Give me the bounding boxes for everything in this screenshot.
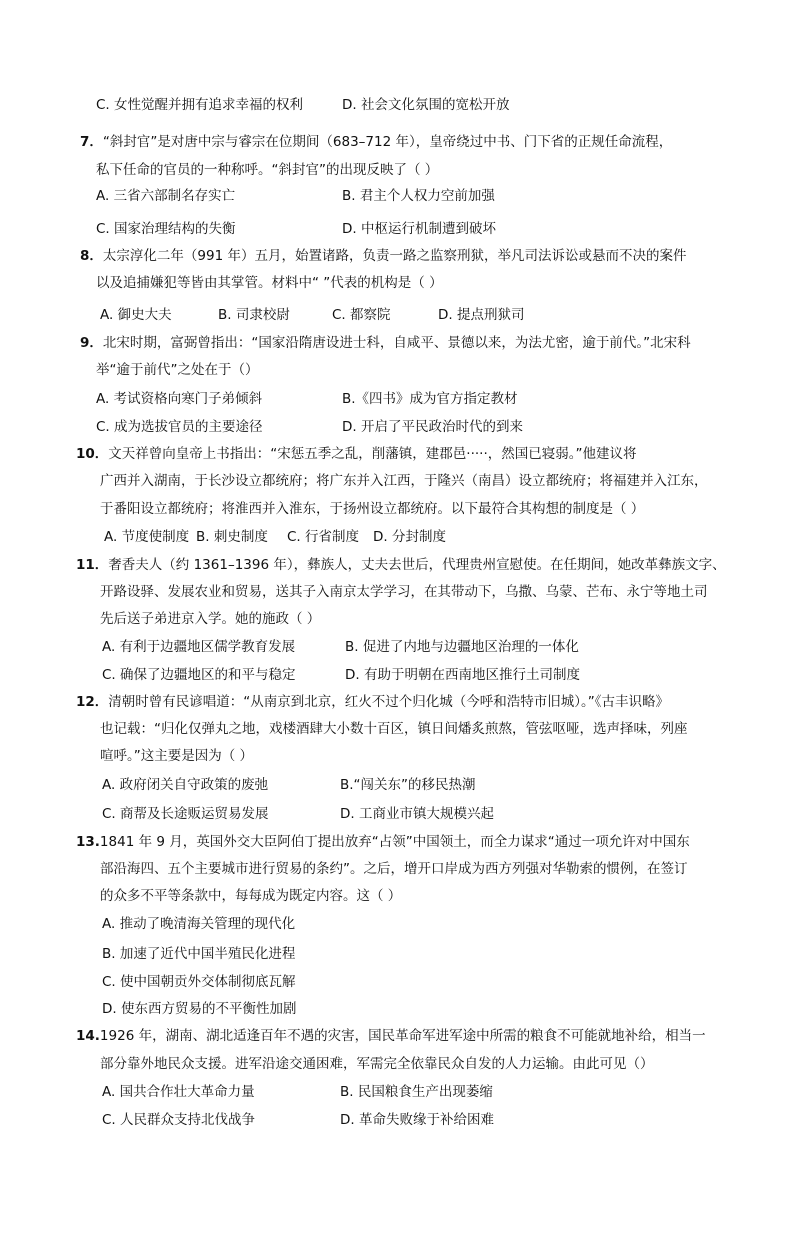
question-stem: 以及追捕嫌犯等皆由其掌管。材料中“ ”代表的机构是（ ） (96, 275, 443, 291)
option-b[interactable]: B. 君主个人权力空前加强 (342, 188, 495, 204)
option-a[interactable]: A. 三省六部制名存实亡 (96, 188, 236, 204)
option-d[interactable]: D. 提点刑狱司 (438, 307, 525, 323)
option-c[interactable]: C. 使中国朝贡外交体制彻底瓦解 (102, 974, 296, 990)
question-stem: 文天祥曾向皇帝上书指出：“宋惩五季之乱，削藩镇，建郡邑·····，然国已寝弱。”他建议将 (108, 446, 637, 462)
option-a[interactable]: A. 政府闭关自守政策的废弛 (102, 777, 269, 793)
option-b[interactable]: B.《四书》成为官方指定教材 (342, 391, 518, 407)
question-stem: 太宗淳化二年（991 年）五月，始置诸路，负责一路之监察刑狱，举凡司法诉讼或悬而不决的案件 (102, 248, 687, 264)
question-stem: 1926 年，湖南、湖北适逢百年不遇的灾害，国民革命军进军途中所需的粮食不可能就地补给，相当一 (99, 1028, 706, 1044)
question-stem: 部沿海四、五个主要城市进行贸易的条约”。之后，增开口岸成为西方列强对华勒索的惯例，在签订 (100, 861, 688, 877)
options-row (0, 220, 793, 238)
question-stem: 1841 年 9 月，英国外交大臣阿伯丁提出放弃“占领”中国领土，而全力谋求“通过一项允许对中国东 (99, 834, 690, 850)
question-number: 10． (76, 446, 109, 462)
options-row (0, 187, 793, 205)
option-c[interactable]: C. 确保了边疆地区的和平与稳定 (102, 667, 296, 683)
question-stem: 奢香夫人（约 1361–1396 年），彝族人，丈夫去世后，代理贵州宣慰使。在任期间，她改革彝族文字、 (108, 557, 726, 573)
option-c[interactable]: C. 商帮及长途贩运贸易发展 (102, 806, 269, 822)
options-row (0, 418, 793, 436)
option-d[interactable]: D. 中枢运行机制遭到破坏 (342, 221, 496, 237)
options-row (0, 1111, 793, 1129)
question-6-options (0, 96, 793, 114)
question-number: 9． (80, 335, 103, 351)
option-c[interactable]: C. 行省制度 (287, 529, 360, 545)
option-b[interactable]: B. 司隶校尉 (218, 307, 290, 323)
question-number: 14. (76, 1028, 100, 1044)
options-row (0, 666, 793, 684)
option-d[interactable]: D. 使东西方贸易的不平衡性加剧 (102, 1001, 297, 1017)
question-number: 7． (80, 134, 103, 150)
option-d[interactable]: D. 开启了平民政治时代的到来 (342, 419, 523, 435)
option-c[interactable]: C. 女性觉醒并拥有追求幸福的权利 (96, 97, 304, 113)
options-row (0, 805, 793, 823)
options-row (0, 776, 793, 794)
question-stem: 先后送子弟进京入学。她的施政（ ） (100, 611, 321, 627)
question-stem: “斜封官”是对唐中宗与睿宗在位期间（683–712 年），皇帝绕过中书、门下省的正规任命流程， (102, 134, 673, 150)
question-stem: 部分靠外地民众支援。进军沿途交通困难，军需完全依靠民众自发的人力运输。由此可见（） (100, 1056, 654, 1072)
option-d[interactable]: D. 革命失败缘于补给困难 (340, 1112, 494, 1128)
option-c[interactable]: C. 国家治理结构的失衡 (96, 221, 236, 237)
option-a[interactable]: A. 御史大夫 (100, 307, 172, 323)
option-a[interactable]: A. 节度使制度 (104, 529, 190, 545)
question-number: 11． (76, 557, 109, 573)
question-stem: 开路设驿、发展农业和贸易，送其子入南京太学学习，在其带动下，乌撒、乌蒙、芒布、永宁等地土司 (100, 584, 708, 600)
option-a[interactable]: A. 国共合作壮大革命力量 (102, 1084, 255, 1100)
option-d[interactable]: D. 工商业市镇大规模兴起 (340, 806, 494, 822)
question-number: 13. (76, 834, 100, 850)
option-a[interactable]: A. 有利于边疆地区儒学教育发展 (102, 639, 296, 655)
option-b[interactable]: B. 民国粮食生产出现萎缩 (340, 1084, 493, 1100)
option-a[interactable]: A. 推动了晚清海关管理的现代化 (102, 916, 296, 932)
options-row (0, 528, 793, 546)
question-number: 8． (80, 248, 103, 264)
question-stem: 清朝时曾有民谚唱道：“从南京到北京，红火不过个归化城（今呼和浩特市旧城）。”《古丰识略》 (108, 694, 670, 710)
question-stem: 私下任命的官员的一种称呼。“斜封官”的出现反映了（ ） (96, 162, 439, 178)
option-b[interactable]: B. 促进了内地与边疆地区治理的一体化 (345, 639, 579, 655)
option-b[interactable]: B.“闯关东”的移民热潮 (340, 777, 476, 793)
question-number: 12． (76, 694, 109, 710)
options-row (0, 306, 793, 324)
question-stem: 北宋时期，富弼曾指出：“国家沿隋唐设进士科，自咸平、景德以来，为法尤密，逾于前代。”北宋科 (102, 335, 691, 351)
option-d[interactable]: D. 分封制度 (373, 529, 446, 545)
option-d[interactable]: D. 有助于明朝在西南地区推行土司制度 (345, 667, 580, 683)
options-row (0, 390, 793, 408)
question-stem: 喧呼。”这主要是因为（ ） (100, 748, 254, 764)
options-row (0, 1083, 793, 1101)
option-c[interactable]: C. 人民群众支持北伐战争 (102, 1112, 256, 1128)
options-row (0, 638, 793, 656)
option-b[interactable]: B. 刺史制度 (196, 529, 268, 545)
option-c[interactable]: C. 都察院 (332, 307, 391, 323)
option-c[interactable]: C. 成为选拔官员的主要途径 (96, 419, 263, 435)
option-b[interactable]: B. 加速了近代中国半殖民化进程 (102, 946, 296, 962)
question-stem: 的众多不平等条款中，每每成为既定内容。这（ ） (100, 888, 402, 904)
question-stem: 举“逾于前代”之处在于（） (96, 362, 259, 378)
question-stem: 也记载：“归化仅弹丸之地，戏楼酒肆大小数十百区，镇日间燔炙煎熬，管弦呕哑，选声择味，列座 (100, 721, 688, 737)
option-d[interactable]: D. 社会文化氛围的宽松开放 (342, 97, 510, 113)
question-stem: 于番阳设立都统府；将淮西并入淮东，于扬州设立都统府。以下最符合其构想的制度是（ ） (100, 501, 645, 517)
question-stem: 广西并入湖南，于长沙设立都统府；将广东并入江西，于隆兴（南昌）设立都统府；将福建并入江东， (100, 473, 708, 489)
option-a[interactable]: A. 考试资格向寒门子弟倾斜 (96, 391, 263, 407)
